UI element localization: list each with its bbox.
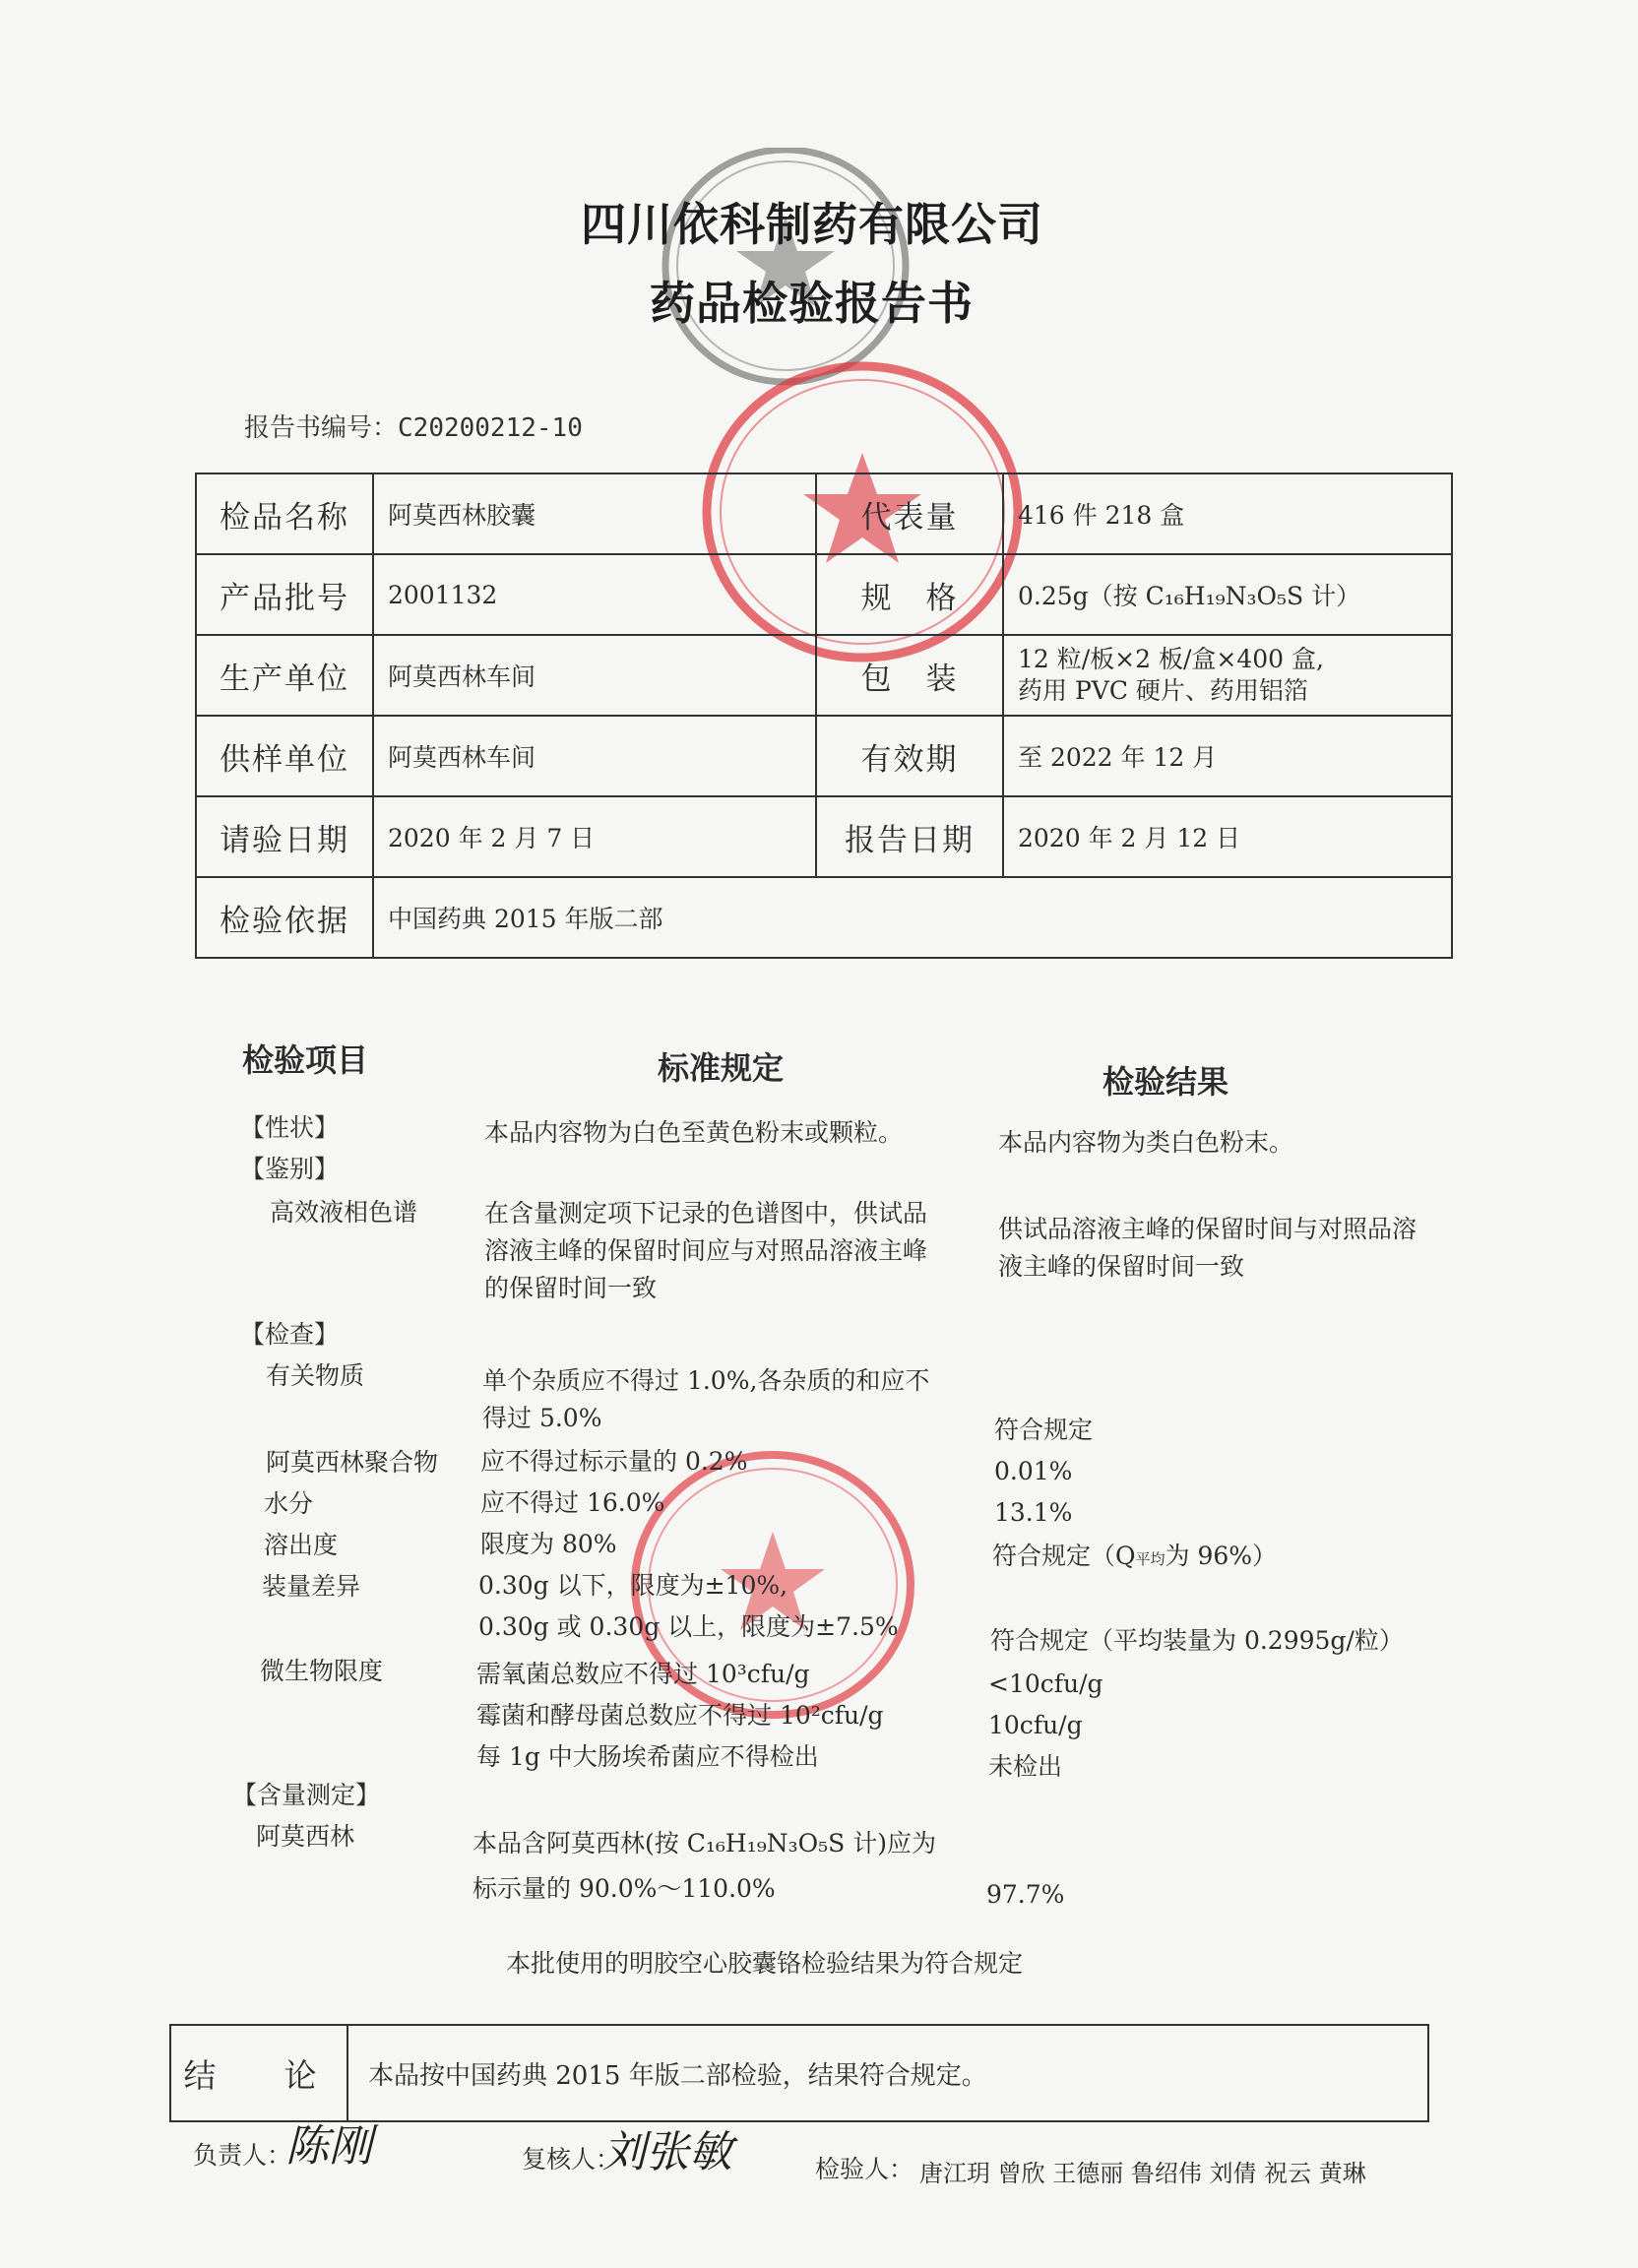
producer: 阿莫西林车间: [373, 635, 816, 716]
assay-result: 97.7%: [986, 1880, 1065, 1909]
report-date: 2020 年 2 月 12 日: [1003, 796, 1452, 877]
water-result: 13.1%: [994, 1498, 1073, 1527]
package: [1003, 635, 1452, 716]
section-appearance: 【性状】: [240, 1113, 340, 1142]
section-identification: 【鉴别】: [240, 1155, 340, 1183]
request-date: 2020 年 2 月 7 日: [373, 796, 816, 877]
assay-standard: [472, 1821, 936, 1912]
column-result-header: 检验结果: [1102, 1063, 1229, 1101]
reviewer-signature: 刘张敏: [602, 2127, 732, 2177]
batch-label: 产品批号: [196, 554, 373, 635]
microbial-limit-standard: [476, 1654, 884, 1778]
product-info-table: [195, 472, 1453, 959]
dissolution-item: 溶出度: [264, 1531, 339, 1559]
micro-standard-line-2: 霉菌和酵母菌总数应不得过 10²cfu/g: [476, 1701, 884, 1730]
polymer-standard: 应不得过标示量的 0.2%: [480, 1447, 748, 1476]
assay-item: 阿莫西林: [256, 1822, 355, 1851]
conclusion-text: 本品按中国药典 2015 年版二部检验，结果符合规定。: [347, 2025, 1428, 2121]
basis-label: 检验依据: [196, 877, 373, 958]
related-standard-line-2: 得过 5.0%: [482, 1404, 602, 1432]
spec-label: 规 格: [816, 554, 1003, 635]
dissolution-standard: 限度为 80%: [480, 1530, 617, 1558]
hplc-result-line-2: 液主峰的保留时间一致: [998, 1252, 1245, 1281]
column-item-header: 检验项目: [242, 1041, 369, 1079]
dissolution-result-prefix: 符合规定（Q: [992, 1542, 1136, 1570]
conclusion-table: [169, 2024, 1429, 2122]
related-substances-item: 有关物质: [266, 1361, 365, 1390]
package-label: 包 装: [816, 635, 1003, 716]
fill-standard-line-1: 0.30g 以下，限度为±10%,: [478, 1571, 788, 1600]
related-standard-line-1: 单个杂质应不得过 1.0%,各杂质的和应不: [482, 1366, 930, 1395]
micro-result-line-3: 未检出: [988, 1752, 1063, 1781]
conclusion-label: 结 论: [170, 2025, 347, 2121]
fill-standard-line-2: 0.30g 或 0.30g 以上，限度为±7.5%: [478, 1612, 899, 1641]
inspector-names: 唐江玥 曾欣 王德丽 鲁绍伟 刘倩 祝云 黄琳: [919, 2160, 1366, 2187]
polymer-result: 0.01%: [994, 1457, 1073, 1485]
micro-result-line-2: 10cfu/g: [988, 1711, 1083, 1739]
column-standard-header: 标准规定: [658, 1049, 785, 1087]
dissolution-result-subscript: 平均: [1135, 1550, 1166, 1568]
expiry-label: 有效期: [816, 716, 1003, 796]
quantity-label: 代表量: [816, 473, 1003, 554]
polymer-item: 阿莫西林聚合物: [266, 1448, 439, 1477]
responsible-label: 负责人：: [193, 2141, 292, 2170]
report-number-label: 报告书编号：: [244, 413, 399, 443]
water-item: 水分: [264, 1489, 314, 1518]
supplier-label: 供样单位: [196, 716, 373, 796]
section-assay: 【含量测定】: [232, 1781, 381, 1809]
document-title: 药品检验报告书: [650, 277, 974, 330]
package-line-2: 药用 PVC 硬片、药用铝箔: [1018, 676, 1308, 705]
product-name: 阿莫西林胶囊: [373, 473, 816, 554]
micro-standard-line-3: 每 1g 中大肠埃希菌应不得检出: [476, 1742, 819, 1771]
request-date-label: 请验日期: [196, 796, 373, 877]
related-substances-result: 符合规定: [994, 1416, 1094, 1444]
producer-label: 生产单位: [196, 635, 373, 716]
hplc-standard-line-2: 溶液主峰的保留时间应与对照品溶液主峰: [484, 1236, 928, 1265]
hplc-item: 高效液相色谱: [270, 1198, 418, 1227]
reviewer-label: 复核人：: [522, 2145, 621, 2174]
water-standard: 应不得过 16.0%: [480, 1488, 665, 1517]
hplc-standard: [484, 1195, 927, 1307]
expiry: 至 2022 年 12 月: [1003, 716, 1452, 796]
hplc-standard-line-1: 在含量测定项下记录的色谱图中，供试品: [484, 1199, 928, 1228]
dissolution-result-suffix: 为 96%）: [1165, 1542, 1278, 1570]
package-line-1: 12 粒/板×2 板/盒×400 盒,: [1018, 645, 1324, 673]
inspector-label: 检验人：: [815, 2155, 914, 2183]
microbial-limit-result: [988, 1664, 1103, 1788]
assay-standard-line-1: 本品含阿莫西林(按 C₁₆H₁₉N₃O₅S 计)应为: [472, 1829, 936, 1858]
hplc-result-line-1: 供试品溶液主峰的保留时间与对照品溶: [998, 1215, 1418, 1243]
fill-variation-item: 装量差异: [262, 1572, 361, 1601]
report-number: [244, 408, 583, 444]
company-name: 四川依科制药有限公司: [581, 198, 1043, 251]
capsule-note: 本批使用的明胶空心胶囊铬检验结果为符合规定: [506, 1949, 1024, 1978]
section-checks: 【检查】: [240, 1320, 340, 1349]
assay-standard-line-2: 标示量的 90.0%～110.0%: [472, 1874, 776, 1903]
micro-result-line-1: <10cfu/g: [988, 1670, 1103, 1698]
quantity: 416 件 218 盒: [1003, 473, 1452, 554]
report-number-value: C20200212-10: [398, 413, 583, 443]
related-substances-standard: [482, 1362, 929, 1437]
supplier: 阿莫西林车间: [373, 716, 816, 796]
micro-standard-line-1: 需氧菌总数应不得过 10³cfu/g: [476, 1660, 810, 1688]
basis: 中国药典 2015 年版二部: [373, 877, 1452, 958]
product-name-label: 检品名称: [196, 473, 373, 554]
microbial-limit-item: 微生物限度: [260, 1657, 384, 1685]
dissolution-result: [992, 1538, 1277, 1578]
appearance-standard: 本品内容物为白色至黄色粉末或颗粒。: [484, 1118, 904, 1147]
hplc-standard-line-3: 的保留时间一致: [484, 1274, 658, 1302]
report-date-label: 报告日期: [816, 796, 1003, 877]
spec: 0.25g（按 C₁₆H₁₉N₃O₅S 计）: [1003, 554, 1452, 635]
responsible-signature: 陈刚: [285, 2121, 372, 2172]
appearance-result: 本品内容物为类白色粉末。: [998, 1128, 1294, 1157]
fill-variation-result: 符合规定（平均装量为 0.2995g/粒）: [990, 1626, 1404, 1655]
batch-number: 2001132: [373, 554, 816, 635]
hplc-result: [998, 1211, 1417, 1286]
fill-variation-standard: [478, 1567, 899, 1646]
